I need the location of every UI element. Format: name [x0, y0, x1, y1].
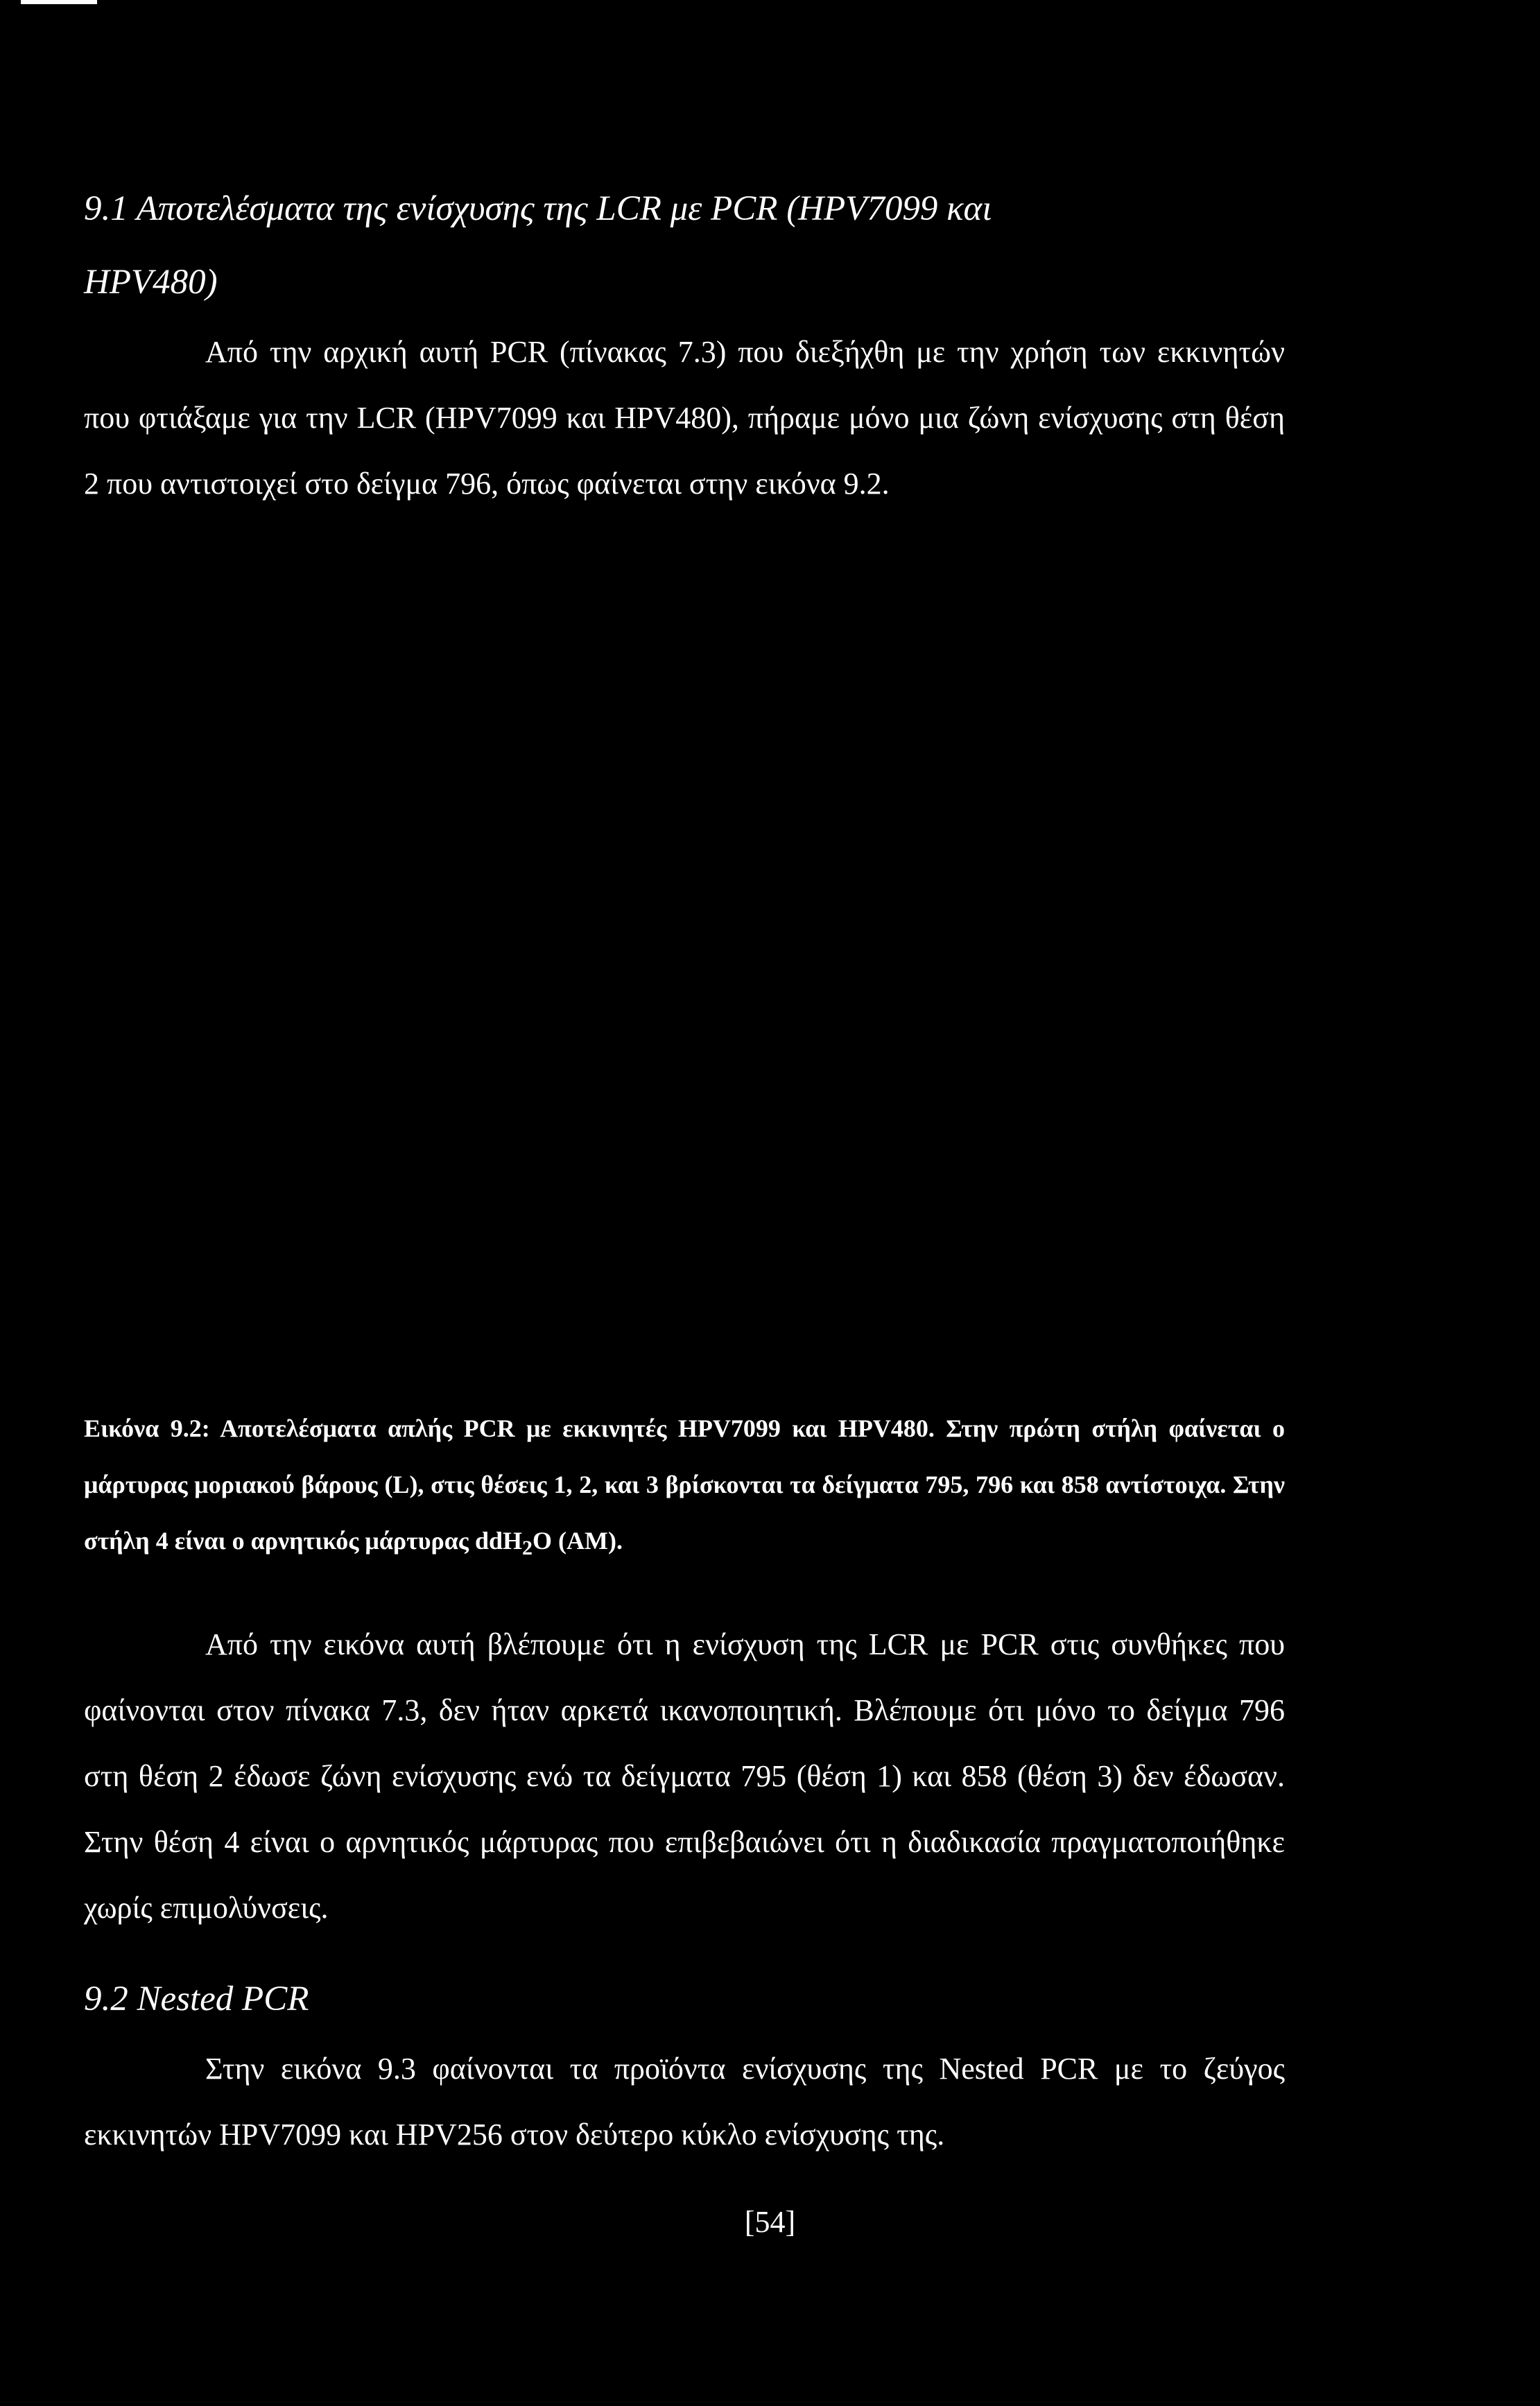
figure-9-2-caption-block — [84, 1401, 1285, 1576]
section-9-2-title: 9.2 Nested PCR — [84, 1980, 309, 2018]
section-9-1-title — [84, 172, 1285, 319]
page-number: [54] — [744, 2205, 796, 2239]
discussion-block — [84, 1611, 1285, 1941]
section-9-2-paragraph: Στην εικόνα 9.3 φαίνονται τα προϊόντα ενίσχυσης της Nested PCR με το ζεύγος εκκινητών HPV7099 και HPV256 στον δεύτερο κύκλο ενίσχυσης της. — [84, 2052, 1285, 2152]
top-rule — [21, 0, 97, 4]
section-9-1-title-line2: HPV480) — [84, 263, 218, 302]
caption-subscript: 2 — [522, 1537, 533, 1560]
section-9-1 — [84, 172, 1285, 517]
discussion-paragraph: Από την εικόνα αυτή βλέπουμε ότι η ενίσχυση της LCR με PCR στις συνθήκες που φαίνονται στον πίνακα 7.3, δεν ήταν αρκετά ικανοποιητική. Βλέπουμε ότι μόνο το δείγμα 796 στη θέση 2 έδωσε ζώνη ενίσχυσης ενώ τα δείγματα 795 (θέση 1) και 858 (θέση 3) δεν έδωσαν. Στην θέση 4 είναι ο αρνητικός μάρτυρας που επιβεβαιώνει ότι η διαδικασία πραγματοποιήθηκε χωρίς επιμολύνσεις. — [84, 1627, 1285, 1925]
section-9-2 — [84, 1962, 1285, 2167]
section-9-1-title-line1: 9.1 Αποτελέσματα της ενίσχυσης της LCR με PCR (HPV7099 και — [84, 189, 992, 228]
caption-text-end: O (AM). — [533, 1527, 623, 1555]
caption-text: Εικόνα 9.2: Αποτελέσματα απλής PCR με εκκινητές HPV7099 και HPV480. Στην πρώτη στήλη φαίνεται ο μάρτυρας μοριακού βάρους (L), στις θέσεις 1, 2, και 3 βρίσκονται τα δείγματα 795, 796 και 858 αντίστοιχα. Στην στήλη 4 είναι ο αρνητικός μάρτυρας ddH — [84, 1414, 1285, 1555]
figure-9-2-caption — [84, 1401, 1285, 1576]
section-9-1-paragraph: Από την αρχική αυτή PCR (πίνακας 7.3) που διεξήχθη με την χρήση των εκκινητών που φτιάξαμε για την LCR (HPV7099 και HPV480), πήραμε μόνο μια ζώνη ενίσχυσης στη θέση 2 που αντιστοιχεί στο δείγμα 796, όπως φαίνεται στην εικόνα 9.2. — [84, 335, 1285, 501]
figure-9-2-image — [84, 624, 1285, 1387]
